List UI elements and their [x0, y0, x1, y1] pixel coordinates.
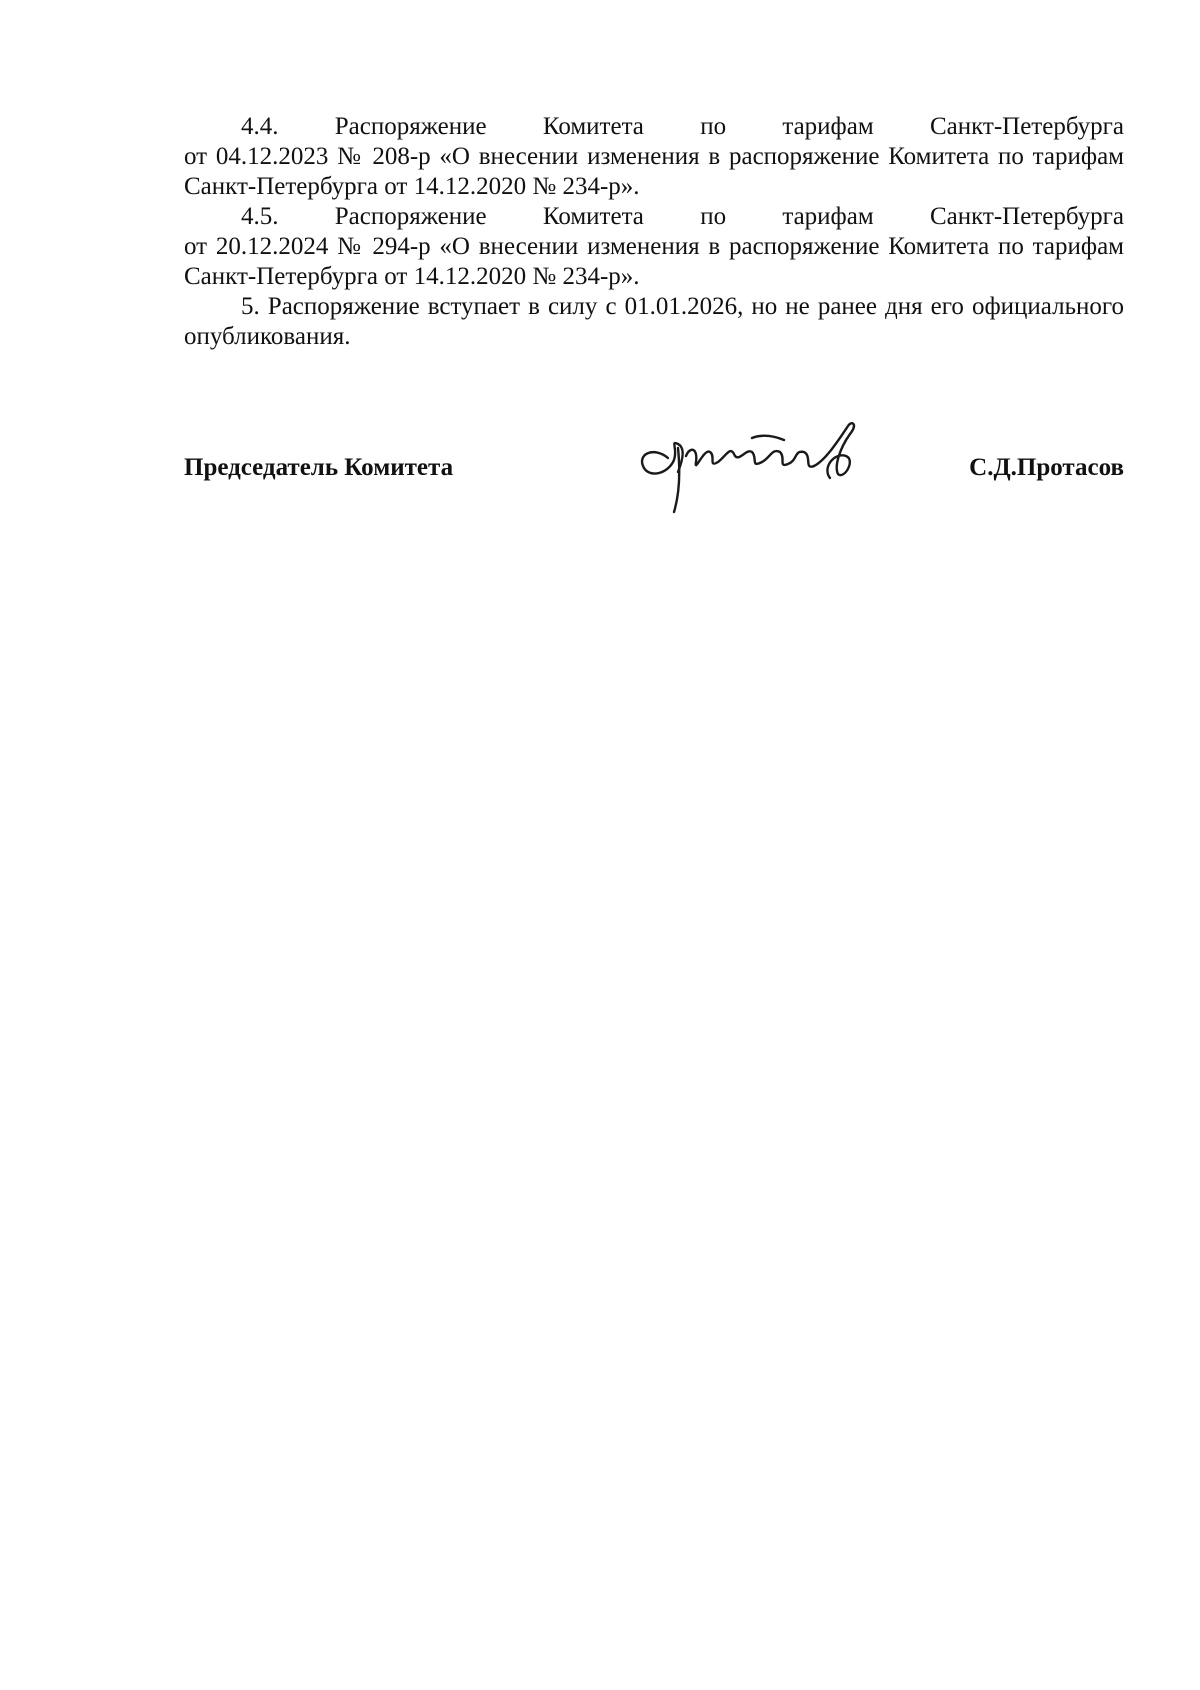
list-item-text: от 04.12.2023 № 208-р «О внесении изменения в распоряжение Комитета по тарифам Санкт-Петербурга от 14.12.2020 № 234-р».: [184, 143, 1124, 200]
list-item: [184, 112, 1124, 202]
item-word: тарифам: [782, 113, 874, 140]
item-word: по: [700, 203, 727, 230]
item-number: 4.5.: [241, 203, 279, 230]
list-item-text: от 20.12.2024 № 294-р «О внесении изменения в распоряжение Комитета по тарифам Санкт-Петербурга от 14.12.2020 № 234-р».: [184, 233, 1124, 290]
list-item-first-line: [184, 112, 1124, 142]
document-body: [184, 112, 1124, 352]
handwritten-signature: [634, 418, 884, 518]
item-word: Санкт-Петербурга: [929, 203, 1124, 230]
item-number: 4.4.: [241, 113, 279, 140]
item-word: Комитета: [542, 203, 644, 230]
list-item: [184, 202, 1124, 292]
list-item-first-line: [184, 202, 1124, 232]
item-word: Распоряжение: [334, 203, 487, 230]
signatory-title: Председатель Комитета: [184, 454, 454, 481]
item-word: по: [700, 113, 727, 140]
item-word: тарифам: [782, 203, 874, 230]
signature-block: [184, 418, 1124, 518]
item-word: Распоряжение: [334, 113, 487, 140]
final-paragraph: 5. Распоряжение вступает в силу с 01.01.2026, но не ранее дня его официального опубликования.: [184, 293, 1124, 350]
signatory-name: С.Д.Протасов: [969, 454, 1124, 481]
item-word: Комитета: [542, 113, 644, 140]
item-word: Санкт-Петербурга: [929, 113, 1124, 140]
